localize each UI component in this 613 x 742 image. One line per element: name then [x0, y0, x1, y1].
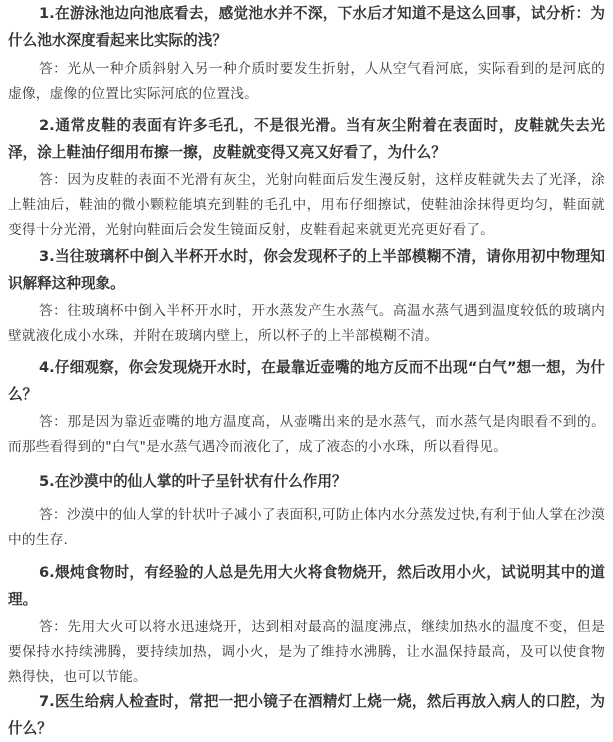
answer-2: 答：因为皮鞋的表面不光滑有灰尘，光射向鞋面后发生漫反射，这样皮鞋就失去了光泽，涂上鞋油后，鞋油的微小颗粒能填充到鞋的毛孔中，用布仔细擦试，使鞋油涂抹得更均匀，鞋面就变得十分光滑，光射向鞋面后会发生镜面反射，皮鞋看起来就更光亮更好看了。 [8, 172, 605, 238]
question-2: 2.通常皮鞋的表面有许多毛孔，不是很光滑。当有灰尘附着在表面时，皮鞋就失去光泽，涂上鞋油仔细用布擦一擦，皮鞋就变得又亮又好看了，为什么？ [8, 117, 605, 161]
question-1: 1.在游泳池边向池底看去，感觉池水并不深，下水后才知道不是这么回事，试分析：为什么池水深度看起来比实际的浅？ [8, 5, 605, 49]
question-7: 7.医生给病人检查时，常把一把小镜子在酒精灯上烧一烧，然后再放入病人的口腔，为什么？ [8, 693, 605, 737]
answer-6: 答：先用大火可以将水迅速烧开，达到相对最高的温度沸点，继续加热水的温度不变，但是要保持水持续沸腾，要持续加热，调小火，是为了维持水沸腾，让水温保持最高，及可以使食物熟得快，也可以节能。 [8, 619, 605, 685]
answer-1: 答：光从一种介质斜射入另一种介质时要发生折射，人从空气看河底，实际看到的是河底的虚像，虚像的位置比实际河底的位置浅。 [8, 61, 605, 102]
question-5: 5.在沙漠中的仙人掌的叶子呈针状有什么作用？ [39, 473, 347, 490]
question-4: 4.仔细观察，你会发现烧开水时，在最靠近壶嘴的地方反而不出现“白气”想一想，为什么？ [8, 359, 605, 403]
question-6: 6.煨炖食物时，有经验的人总是先用大火将食物烧开，然后改用小火，试说明其中的道理。 [8, 564, 605, 608]
answer-5: 答：沙漠中的仙人掌的针状叶子减小了表面积,可防止体内水分蒸发过快,有利于仙人掌在沙漠中的生存. [8, 507, 605, 548]
answer-4: 答：那是因为靠近壶嘴的地方温度高，从壶嘴出来的是水蒸气，而水蒸气是肉眼看不到的。而那些看得到的"白气"是水蒸气遇冷而液化了，成了液态的小水珠，所以看得见。 [8, 414, 605, 455]
answer-3: 答：往玻璃杯中倒入半杯开水时，开水蒸发产生水蒸气。高温水蒸气遇到温度较低的玻璃内壁就液化成小水珠，并附在玻璃内壁上，所以杯子的上半部模糊不清。 [8, 303, 605, 344]
question-3: 3.当往玻璃杯中倒入半杯开水时，你会发现杯子的上半部模糊不清，请你用初中物理知识解释这种现象。 [8, 248, 605, 292]
